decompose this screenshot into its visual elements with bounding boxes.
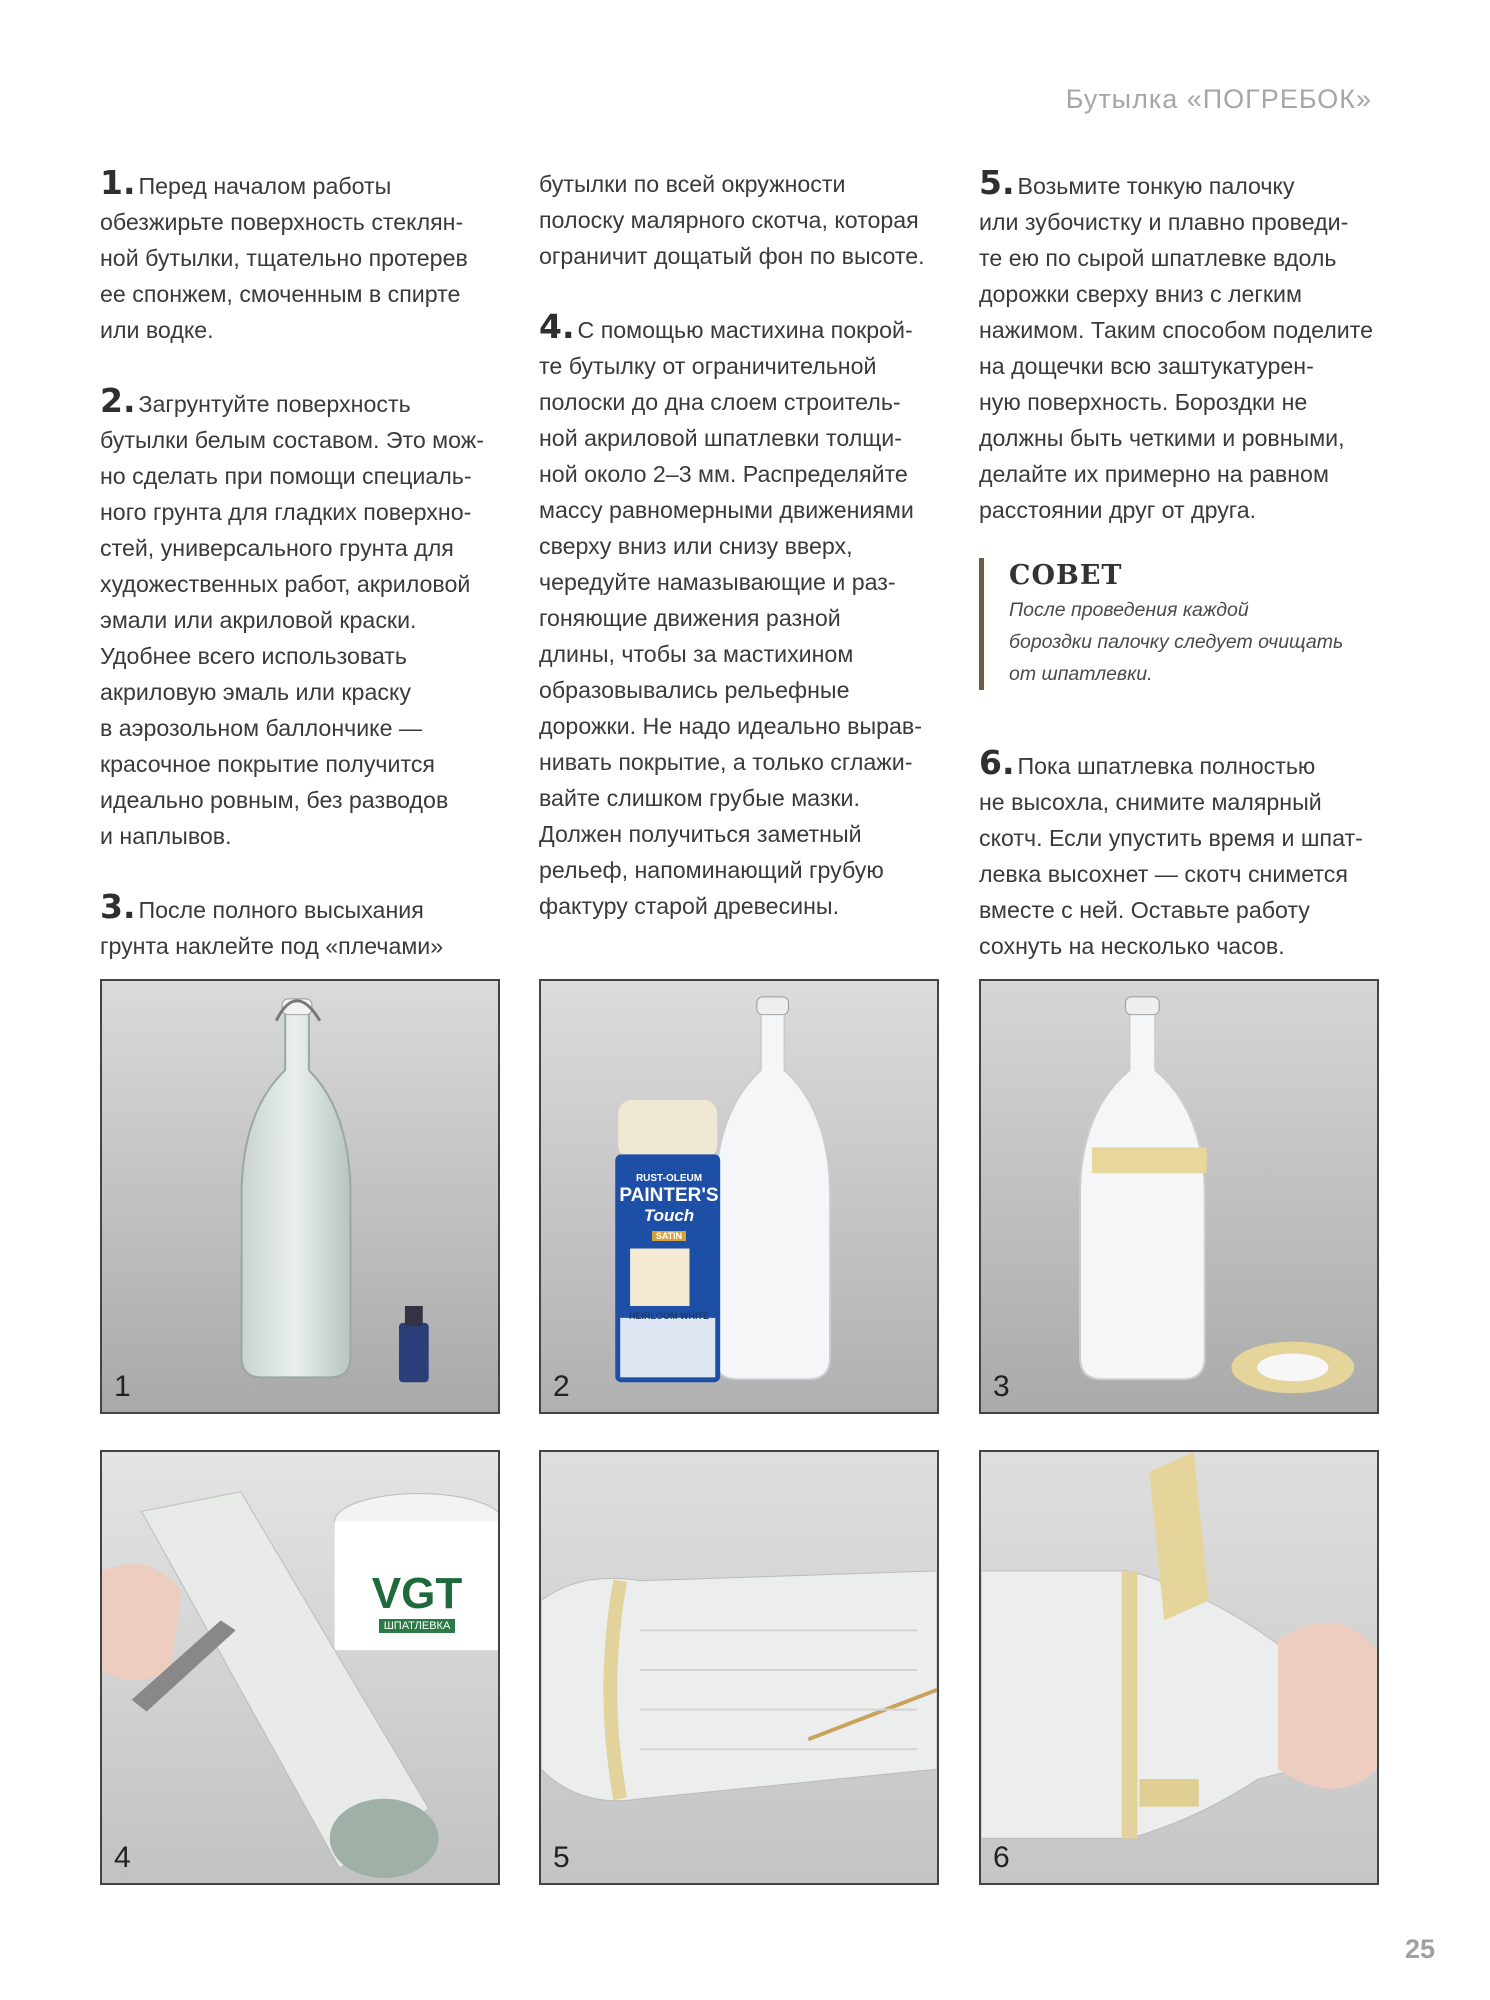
- spray-can-and-white-bottle-image: [541, 981, 937, 1412]
- step-text: С помощью мастихина покрой- те бутылку от ограничительной полоски до дна слоем строитель- ной акриловой шпатлевки толщи- ной около 2–3 мм. Распределяйте массу равномерными движениями сверху вниз или снизу вверх, чередуйте намазывающие и раз- гоняющие движения разной длины, чтобы за мастихином образовывались рельефные дорожки. Не надо идеально вырав- нивать покрытие, а только сглажи- вайте слишком грубые мазки. Должен получиться заметный рельеф, напоминающий грубую фактуру старой древесины.: [539, 317, 922, 919]
- photo-4: [100, 1450, 500, 1885]
- photo-number: 6: [993, 1841, 1010, 1874]
- step-number: 3.: [100, 887, 136, 926]
- tub-brand-text: VGT: [371, 1569, 463, 1618]
- step-3: [100, 887, 510, 964]
- step-text: Возьмите тонкую палочку или зубочистку и плавно проведи- те ею по сырой шпатлевке вдоль дорожки сверху вниз с легким нажимом. Таким способом поделите на дощечки всю заштукатурен- ную поверхность. Бороздки не должны быть четкими и ровными, делайте их примерно на равном расстоянии друг от друга.: [979, 173, 1374, 523]
- step-2: [100, 381, 510, 854]
- removing-tape-image: [981, 1452, 1377, 1883]
- step-number: 5.: [979, 163, 1015, 202]
- photo-6: [979, 1450, 1379, 1885]
- tip-title: СОВЕТ: [1009, 560, 1123, 591]
- can-finish-text: SATIN: [652, 1231, 686, 1241]
- step-5: [979, 163, 1389, 528]
- step-text: После полного высыхания грунта наклейте под «плечами»: [100, 897, 444, 959]
- photo-5: [539, 1450, 939, 1885]
- step-4: [539, 307, 949, 924]
- tub-product-text: ШПАТЛЕВКА: [379, 1619, 456, 1633]
- step-3-continued: [539, 166, 949, 274]
- step-number: 4.: [539, 307, 575, 346]
- step-text: Перед началом работы обезжирьте поверхность стеклян- ной бутылки, тщательно протерев ее спонжем, смоченным в спирте или водке.: [100, 173, 468, 343]
- can-brand-text: RUST-OLEUM: [635, 1173, 703, 1184]
- text-column-2: [539, 166, 949, 960]
- clear-glass-bottle-image: [102, 981, 498, 1412]
- photo-number: 4: [114, 1841, 131, 1874]
- bottle-with-masking-tape-image: [981, 981, 1377, 1412]
- step-number: 2.: [100, 381, 136, 420]
- text-column-1: [100, 163, 510, 1000]
- spreading-putty-image: [102, 1452, 498, 1883]
- running-header: Бутылка «ПОГРЕБОК»: [1065, 84, 1372, 114]
- putty-tub-label: [352, 1569, 482, 1634]
- tip-text: После проведения каждой бороздки палочку следует очищать от шпатлевки.: [1009, 599, 1344, 685]
- photo-3: [979, 979, 1379, 1414]
- step-text: бутылки по всей окружности полоску малярного скотча, которая ограничит дощатый фон по высоте.: [539, 171, 925, 269]
- can-color-text: HEIRLOOM WHITE: [629, 1311, 709, 1321]
- text-column-3: [979, 163, 1389, 1000]
- step-number: 1.: [100, 163, 136, 202]
- step-text: Пока шпатлевка полностью не высохла, снимите малярный скотч. Если упустить время и шпат- левка высохнет — скотч снимется вместе с ней. Оставьте работу сохнуть на несколько часов.: [979, 753, 1363, 959]
- can-title-text: PAINTER'S: [619, 1184, 719, 1206]
- photo-number: 5: [553, 1841, 570, 1874]
- tip-box: [979, 558, 1389, 690]
- step-6: [979, 743, 1389, 964]
- photo-number: 2: [553, 1370, 570, 1403]
- can-subtitle-text: Touch: [643, 1206, 695, 1226]
- photo-number: 1: [114, 1370, 131, 1403]
- photo-2: [539, 979, 939, 1414]
- step-text: Загрунтуйте поверхность бутылки белым составом. Это мож- но сделать при помощи специаль- ного грунта для гладких поверхно- стей, универсального грунта для художественных работ, акриловой эмали или акриловой краски. Удобнее всего использовать акриловую эмаль или краску в аэрозольном баллончике — красочное покрытие получится идеально ровным, без разводов и наплывов.: [100, 391, 484, 849]
- step-number: 6.: [979, 743, 1015, 782]
- step-1: [100, 163, 510, 348]
- photo-1: [100, 979, 500, 1414]
- photo-number: 3: [993, 1370, 1010, 1403]
- page-number: 25: [1404, 1934, 1435, 1964]
- scoring-grooves-image: [541, 1452, 937, 1883]
- spray-can-label: [616, 1173, 722, 1244]
